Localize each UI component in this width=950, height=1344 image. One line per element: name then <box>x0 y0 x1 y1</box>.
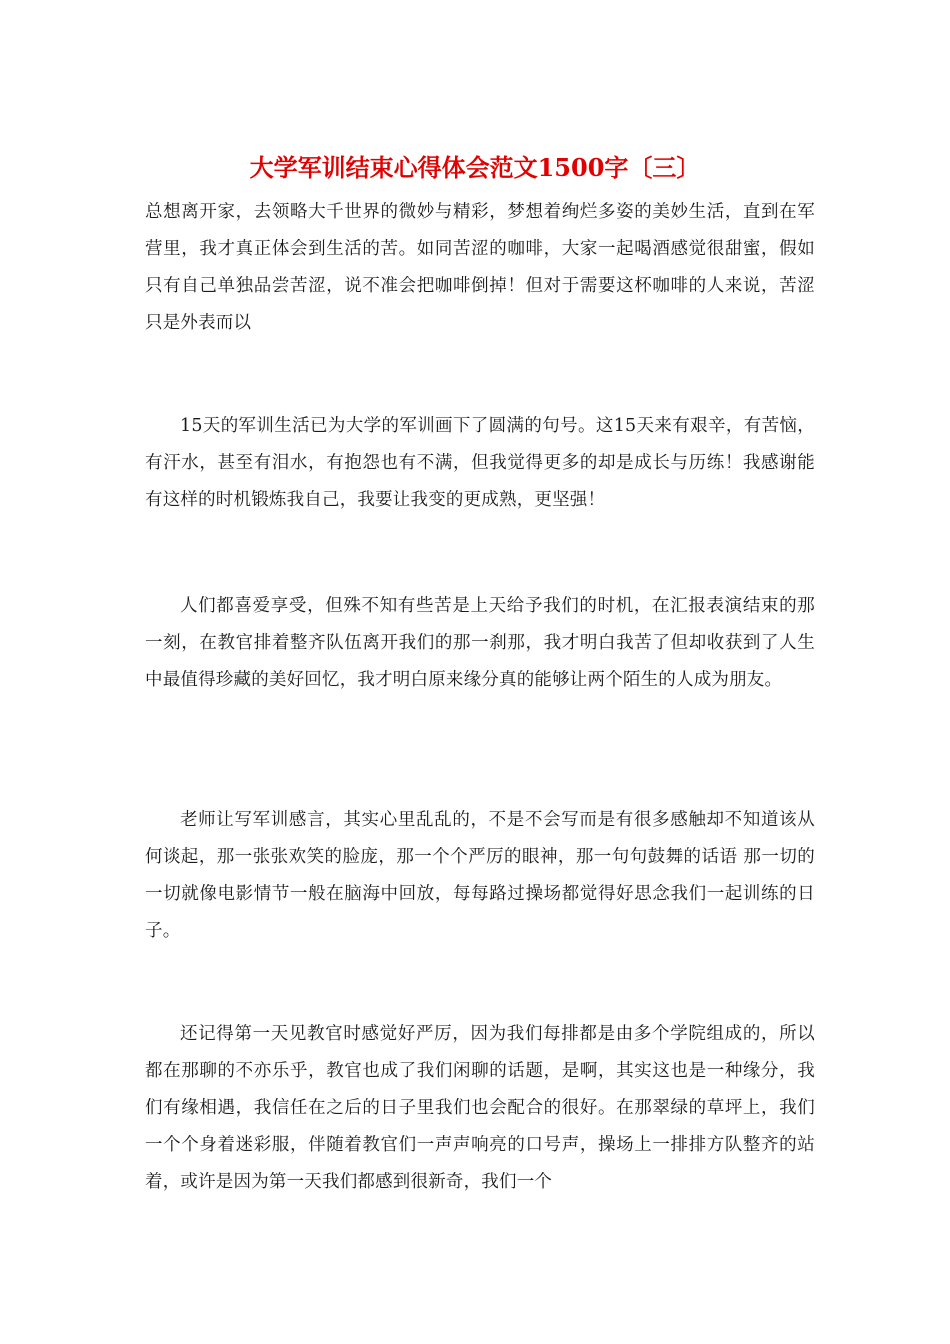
paragraph-2: 15天的军训生活已为大学的军训画下了圆满的句号。这15天来有艰辛，有苦恼，有汗水，甚至有泪水，有抱怨也有不满，但我觉得更多的却是成长与历练！我感谢能有这样的时机锻炼我自己，我要让我变的更成熟，更坚强！ <box>145 416 815 510</box>
paragraph-4: 老师让写军训感言，其实心里乱乱的，不是不会写而是有很多感触却不知道该从何谈起，那一张张欢笑的脸庞，那一个个严厉的眼神，那一句句鼓舞的话语 那一切的一切就像电影情节一般在脑海中回放，每每路过操场都觉得好思念我们一起训练的日子。 <box>145 810 815 941</box>
document-title: 大学军训结束心得体会范文1500字〔三〕 <box>249 153 701 182</box>
paragraph-1: 总想离开家，去领略大千世界的微妙与精彩，梦想着绚烂多姿的美妙生活，直到在军营里，我才真正体会到生活的苦。如同苦涩的咖啡，大家一起喝酒感觉很甜蜜，假如只有自己单独品尝苦涩，说不准会把咖啡倒掉！但对于需要这杯咖啡的人来说，苦涩只是外表而以 <box>145 202 815 333</box>
paragraph-5: 还记得第一天见教官时感觉好严厉，因为我们每排都是由多个学院组成的，所以都在那聊的不亦乐乎，教官也成了我们闲聊的话题，是啊，其实这也是一种缘分，我们有缘相遇，我信任在之后的日子里我们也会配合的很好。在那翠绿的草坪上，我们一个个身着迷彩服，伴随着教官们一声声响亮的口号声，操场上一排排方队整齐的站着，或许是因为第一天我们都感到很新奇，我们一个 <box>145 1024 815 1192</box>
paragraph-3: 人们都喜爱享受，但殊不知有些苦是上天给予我们的时机，在汇报表演结束的那一刻，在教官排着整齐队伍离开我们的那一刹那，我才明白我苦了但却收获到了人生中最值得珍藏的美好回忆，我才明白原来缘分真的能够让两个陌生的人成为朋友。 <box>145 596 815 690</box>
